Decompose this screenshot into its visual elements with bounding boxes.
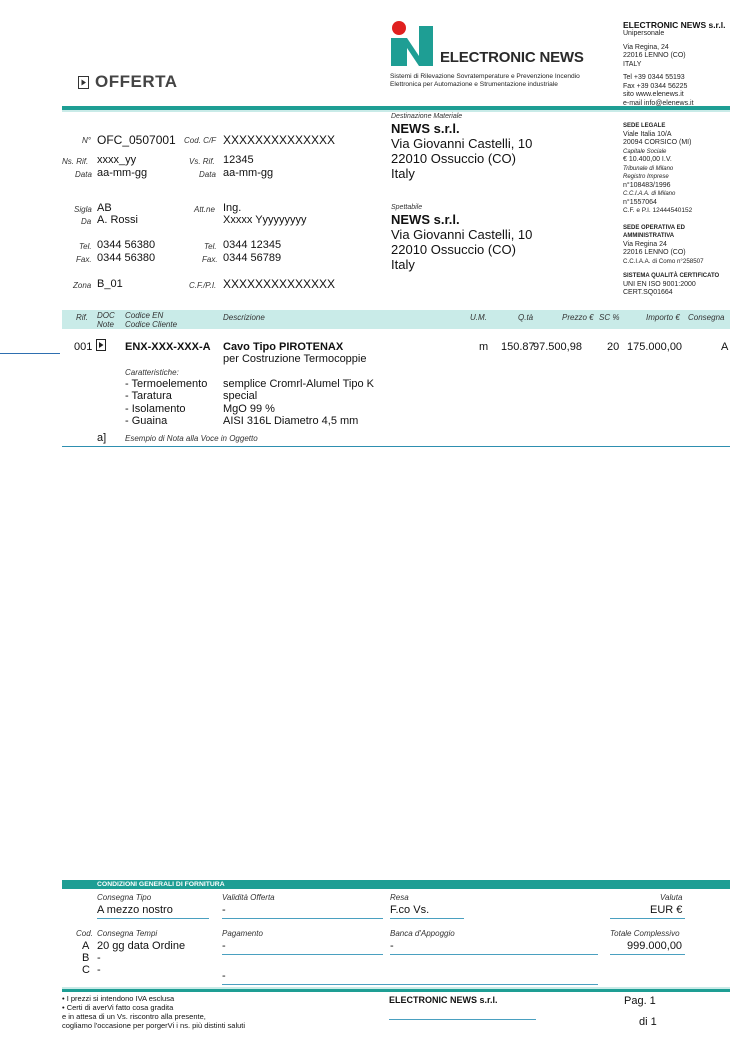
th-doc: DOC (97, 311, 115, 320)
row-delivery: A (721, 341, 729, 353)
da-label: Da (81, 217, 92, 226)
banca-label: Banca d'Appoggio (390, 929, 455, 938)
fax2-value: 0344 56789 (223, 252, 282, 264)
row-sc: 20 (607, 341, 620, 353)
quality-line-1: UNI EN ISO 9001:2000 (623, 280, 696, 288)
char-value-1: semplice Cromrl-Alumel Tipo K (223, 378, 374, 390)
op-line-2: 22016 LENNO (CO) (623, 249, 686, 256)
document-title (78, 72, 178, 92)
fax1-value: 0344 56380 (97, 252, 156, 264)
footer-note-1: • I prezzi si intendono IVA esclusa (62, 994, 175, 1003)
resa-label: Resa (390, 893, 409, 902)
recipient-line-3: Italy (391, 257, 415, 272)
row-amount: 175.000,00 (627, 341, 683, 353)
sede-operativa-title-2: AMMINISTRATIVA (623, 233, 675, 239)
row-bottom-rule (62, 446, 730, 447)
sigla-value: AB (97, 202, 112, 214)
destination-line-1: Via Giovanni Castelli, 10 (391, 136, 533, 151)
company-address-3: ITALY (623, 60, 642, 68)
tempi-code-c: C (82, 964, 90, 976)
footer-note-3: e in attesa di un Vs. riscontro alla presente, (62, 1012, 206, 1021)
totale-value: 999.000,00 (627, 940, 683, 952)
n-label: N° (82, 136, 91, 145)
fax2-label: Fax. (202, 255, 218, 264)
tempi-code-a: A (82, 940, 90, 952)
pagamento-value-2: - (222, 970, 226, 982)
legal-block (623, 122, 738, 298)
consegna-tipo-line (97, 918, 209, 919)
validita-line (222, 918, 383, 919)
fax1-label: Fax. (76, 255, 92, 264)
registro-label: Registro Imprese (623, 174, 669, 180)
data1-value: aa-mm-gg (97, 167, 148, 179)
signature-line (389, 1019, 536, 1020)
company-block (623, 20, 738, 108)
quality-line-2: CERT.SQ01664 (623, 289, 673, 296)
attne-value-1: Ing. (223, 202, 242, 214)
nsrif-value: xxxx_yy (97, 154, 137, 166)
th-code-client: Codice Cliente (125, 320, 178, 329)
sigla-label: Sigla (74, 205, 92, 214)
recipient-line-1: Via Giovanni Castelli, 10 (391, 227, 533, 242)
data1-label: Data (75, 170, 92, 179)
tempi-label: Consegna Tempi (97, 929, 158, 938)
zona-value: B_01 (97, 278, 123, 290)
title-text: OFFERTA (95, 72, 178, 91)
th-description: Descrizione (223, 313, 265, 322)
validita-value: - (222, 904, 226, 916)
pagamento-line (222, 954, 383, 955)
company-tel: Tel +39 0344 55193 (623, 74, 685, 81)
tempi-value-b: - (97, 952, 101, 964)
validita-label: Validità Offerta (222, 893, 275, 902)
capitale-value: € 10.400,00 I.V. (623, 156, 672, 163)
tel2-value: 0344 12345 (223, 239, 282, 251)
footer-company: ELECTRONIC NEWS s.r.l. (389, 995, 498, 1005)
note-text: Esempio di Nota alla Voce in Oggetto (125, 434, 258, 443)
company-address-2: 22016 LENNO (CO) (623, 52, 686, 59)
recipient-line-2: 22010 Ossuccio (CO) (391, 242, 516, 257)
char-value-3: MgO 99 % (223, 403, 275, 415)
row-desc-1: Cavo Tipo PIROTENAX (223, 341, 344, 353)
th-rif: Rif. (76, 313, 88, 322)
tel1-value: 0344 56380 (97, 239, 156, 251)
company-sub: Unipersonale (623, 30, 665, 37)
char-key-4: - Guaina (125, 415, 168, 427)
totale-line (610, 954, 685, 955)
vsrif-value: 12345 (223, 154, 254, 166)
nsrif-label: Ns. Rif. (62, 157, 89, 166)
char-key-1: - Termoelemento (125, 378, 208, 390)
row-price: 97.500,98 (533, 341, 582, 353)
tel2-label: Tel. (204, 242, 217, 251)
char-value-4: AISI 316L Diametro 4,5 mm (223, 415, 359, 427)
footer-note-2: • Certi di averVi fatto cosa gradita (62, 1003, 174, 1012)
pagamento-value: - (222, 940, 226, 952)
footer-notes (62, 994, 245, 1030)
brand-tagline-2: Elettronica per Automazione e Strumentazione industriale (390, 81, 558, 88)
margin-mark (0, 353, 60, 354)
play-icon (78, 76, 89, 89)
company-name: ELECTRONIC NEWS s.r.l. (623, 20, 726, 30)
cod-label: Cod. (76, 929, 93, 938)
char-value-2: special (223, 390, 258, 402)
op-line-1: Via Regina 24 (623, 240, 667, 248)
th-delivery: Consegna (688, 313, 725, 322)
consegna-tipo-label: Consegna Tipo (97, 893, 152, 902)
valuta-label: Valuta (660, 893, 683, 902)
th-qta: Q.tà (518, 313, 534, 322)
valuta-value: EUR € (650, 904, 683, 916)
th-sc: SC % (599, 313, 620, 322)
characteristics-title: Caratteristiche: (125, 368, 179, 377)
codcf-value: XXXXXXXXXXXXXX (223, 133, 336, 147)
quality-title: SISTEMA QUALITÀ CERTIFICATO (623, 273, 720, 279)
brand-tagline-1: Sistemi di Rilevazione Sovratemperature e Prevenzione Incendio (390, 73, 580, 80)
tempi-value-c: - (97, 964, 101, 976)
th-price: Prezzo € (562, 313, 594, 322)
totale-label: Totale Complessivo (610, 929, 680, 938)
row-desc-2: per Costruzione Termocoppie (223, 353, 367, 365)
company-site[interactable]: sito www.elenews.it (623, 91, 684, 98)
header-rule-light (62, 110, 730, 112)
data2-value: aa-mm-gg (223, 167, 274, 179)
resa-value: F.co Vs. (390, 904, 430, 916)
brand-name: ELECTRONIC NEWS (440, 49, 584, 66)
page-number: Pag. 1 (624, 995, 656, 1007)
cfpi-value: XXXXXXXXXXXXXX (223, 277, 336, 291)
op-cciaa: C.C.I.A.A. di Como n°258507 (623, 257, 704, 265)
footer-note-4: cogliamo l'occasione per porgerVi i ns. più distinti saluti (62, 1021, 246, 1030)
row-um: m (479, 341, 489, 353)
tel1-label: Tel. (79, 242, 92, 251)
sede-operativa-title-1: SEDE OPERATIVA ED (623, 224, 685, 231)
company-fax: Fax +39 0344 56225 (623, 82, 688, 90)
footer-rule (62, 989, 730, 992)
cciaa-label: C.C.I.A.A. di Milano (623, 191, 676, 197)
tribunale-label: Tribunale di Milano (623, 165, 674, 172)
consegna-tipo-value: A mezzo nostro (97, 904, 173, 916)
destination-line-2: 22010 Ossuccio (CO) (391, 151, 516, 166)
sede-line-1: Viale Italia 10/A (623, 130, 672, 138)
vsrif-label: Vs. Rif. (189, 157, 215, 166)
th-code-en: Codice EN (125, 311, 164, 320)
row-qta: 150.87 (501, 341, 535, 353)
char-key-2: - Taratura (125, 390, 172, 402)
cf-value: C.F. e P.I. 12444540152 (623, 207, 693, 214)
attne-value-2: Xxxxx Yyyyyyyyy (223, 214, 307, 226)
company-address-1: Via Regina, 24 (623, 43, 669, 51)
recipient-label: Spettabile (391, 204, 423, 211)
cciaa-value: n°1557064 (623, 198, 657, 206)
recipient-name: NEWS s.r.l. (391, 212, 460, 227)
row-rif: 001 (74, 341, 93, 353)
destination-name: NEWS s.r.l. (391, 121, 460, 136)
valuta-line (610, 918, 685, 919)
th-amount: Importo € (646, 313, 680, 322)
sede-line-2: 20094 CORSICO (MI) (623, 139, 692, 146)
conditions-title: CONDIZIONI GENERALI DI FORNITURA (97, 880, 225, 888)
tempi-code-b: B (82, 952, 90, 964)
capitale-label: Capitale Sociale (623, 148, 667, 155)
destination-line-3: Italy (391, 166, 415, 181)
row-code: ENX-XXX-XXX-A (125, 341, 211, 353)
data2-label: Data (199, 170, 216, 179)
pagamento-line-2 (222, 984, 598, 985)
destination-label: Destinazione Materiale (391, 113, 463, 120)
cfpi-label: C.F./P.I. (189, 281, 217, 290)
char-key-3: - Isolamento (125, 403, 186, 415)
page-total: di 1 (639, 1016, 657, 1028)
banca-line (390, 954, 598, 955)
zona-label: Zona (73, 281, 92, 290)
company-logo (389, 20, 437, 68)
th-note: Note (97, 320, 114, 329)
tempi-value-a: 20 gg data Ordine (97, 940, 186, 952)
banca-value: - (390, 940, 394, 952)
company-email[interactable]: e-mail info@elenews.it (623, 99, 694, 107)
note-letter: a] (97, 432, 107, 444)
doc-icon[interactable] (96, 339, 106, 351)
pagamento-label: Pagamento (222, 929, 263, 938)
th-um: U.M. (470, 313, 487, 322)
attne-label: Att.ne (194, 205, 215, 214)
resa-line (390, 918, 464, 919)
sede-legale-title: SEDE LEGALE (623, 123, 666, 129)
da-value: A. Rossi (97, 214, 138, 226)
n-value: OFC_0507001 (97, 133, 176, 147)
registro-value: n°108483/1996 (623, 181, 671, 189)
codcf-label: Cod. C/F (184, 136, 217, 145)
